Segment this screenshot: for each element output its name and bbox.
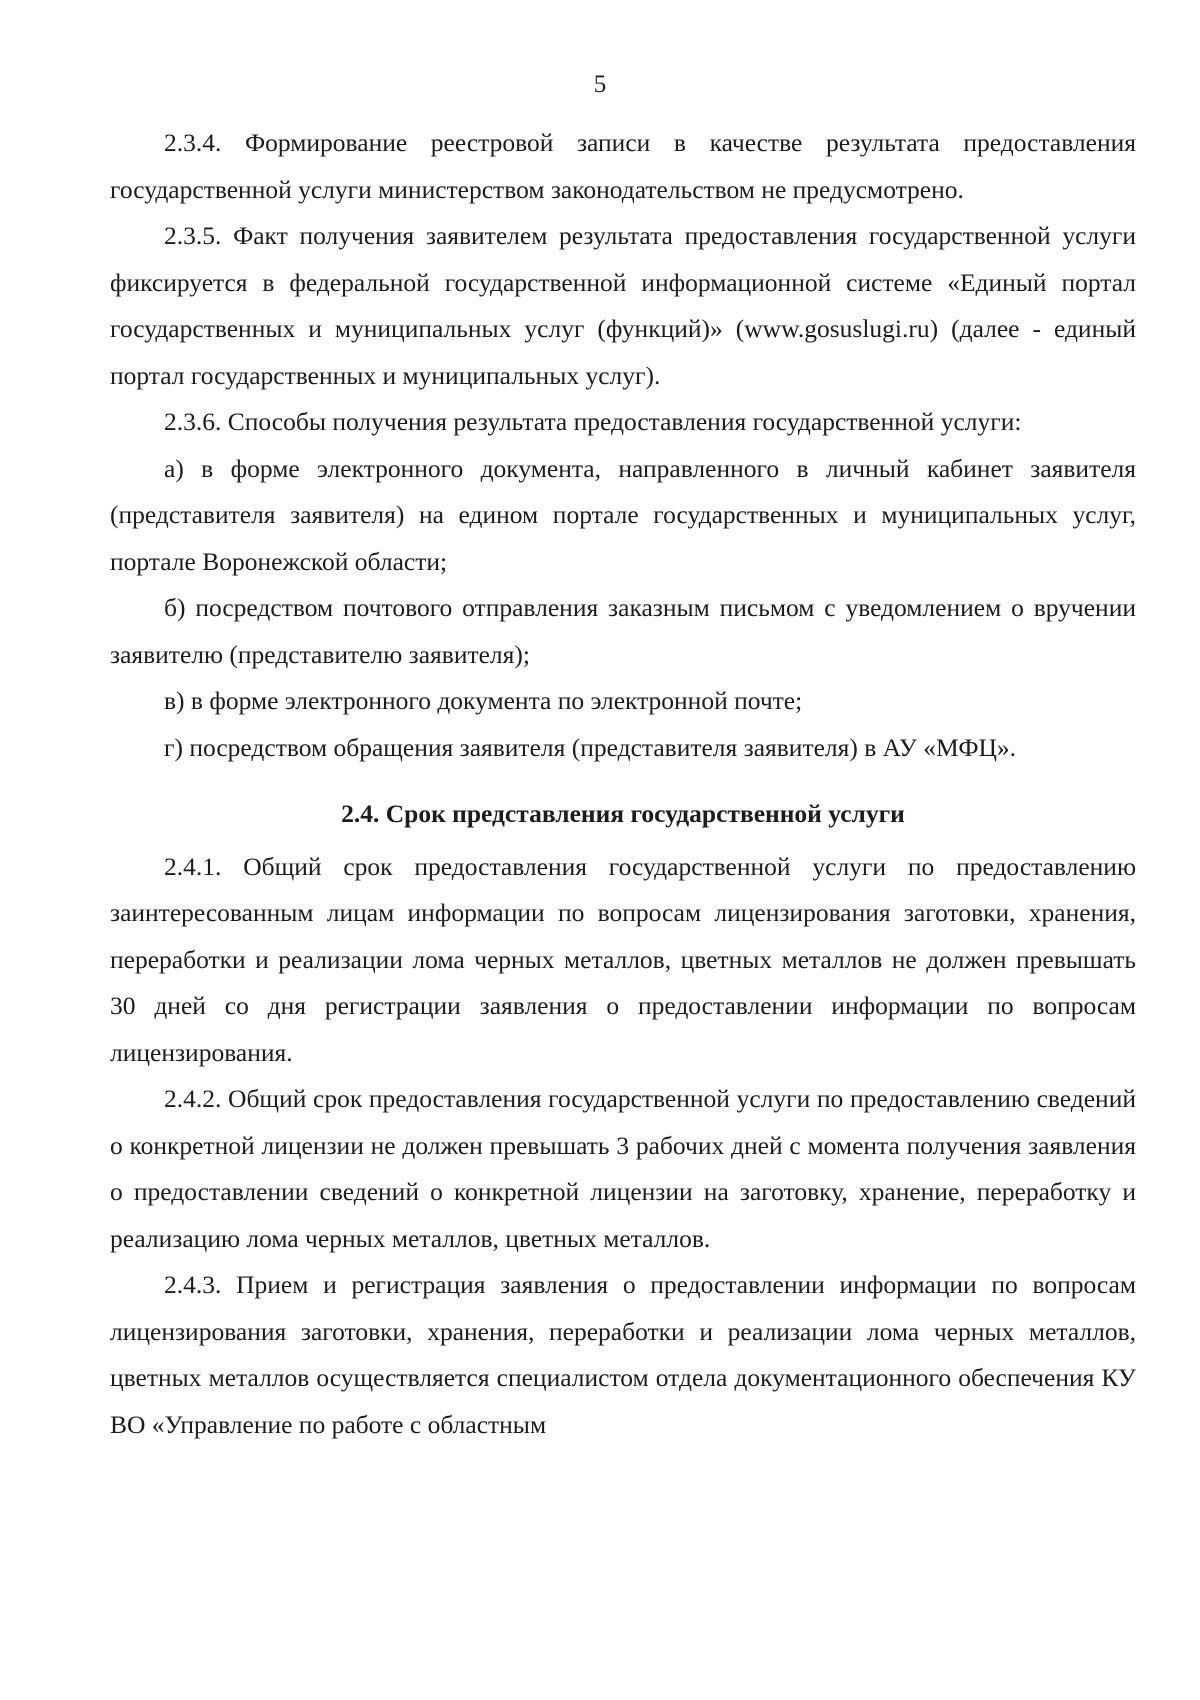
paragraph-2-4-2: 2.4.2. Общий срок предоставления государственной услуги по предоставлению сведений о конкретной лицензии не должен превышать 3 рабочих дней с момента получения заявления о предоставлении сведений о конкретной лицензии на заготовку, хранение, переработку и реализацию лома черных металлов, цветных металлов.: [110, 1084, 1136, 1253]
paragraph-2-3-6: 2.3.6. Способы получения результата предоставления государственной услуги:: [164, 407, 1022, 436]
list-item-g: г) посредством обращения заявителя (представителя заявителя) в АУ «МФЦ».: [164, 732, 1017, 762]
list-item-a: а) в форме электронного документа, направленного в личный кабинет заявителя (представителя заявителя) на едином портале государственных и муниципальных услуг, портале Воронежской области;: [110, 453, 1136, 576]
list-item-v: в) в форме электронного документа по электронной почте;: [164, 686, 803, 715]
spacer: [110, 771, 1136, 791]
document-body: [110, 120, 1136, 1448]
paragraph-2-4-1: 2.4.1. Общий срок предоставления государственной услуги по предоставлению заинтересованным лицам информации по вопросам лицензирования заготовки, хранения, переработки и реализации лома черных металлов, цветных металлов не должен превышать 30 дней со дня регистрации заявления о предоставлении информации по вопросам лицензирования.: [110, 851, 1136, 1067]
paragraph-2-3-5: 2.3.5. Факт получения заявителем результата предоставления государственной услуги фиксируется в федеральной государственной информационной системе «Единый портал государственных и муниципальных услуг (функций)» (www.gosuslugi.ru) (далее - единый портал государственных и муниципальных услуг).: [110, 221, 1136, 390]
page-number: 5: [593, 71, 607, 98]
section-heading: 2.4. Срок представления государственной услуги: [341, 799, 905, 828]
paragraph-2-3-4: 2.3.4. Формирование реестровой записи в качестве результата предоставления государственной услуги министерством законодательством не предусмотрено.: [110, 128, 1136, 204]
list-item-b: б) посредством почтового отправления заказным письмом с уведомлением о вручении заявителю (представителю заявителя);: [110, 593, 1136, 669]
paragraph-2-4-3: 2.4.3. Прием и регистрация заявления о предоставлении информации по вопросам лицензирования заготовки, хранения, переработки и реализации лома черных металлов, цветных металлов осуществляется специалистом отдела документационного обеспечения КУ ВО «Управление по работе с областным: [110, 1270, 1136, 1439]
